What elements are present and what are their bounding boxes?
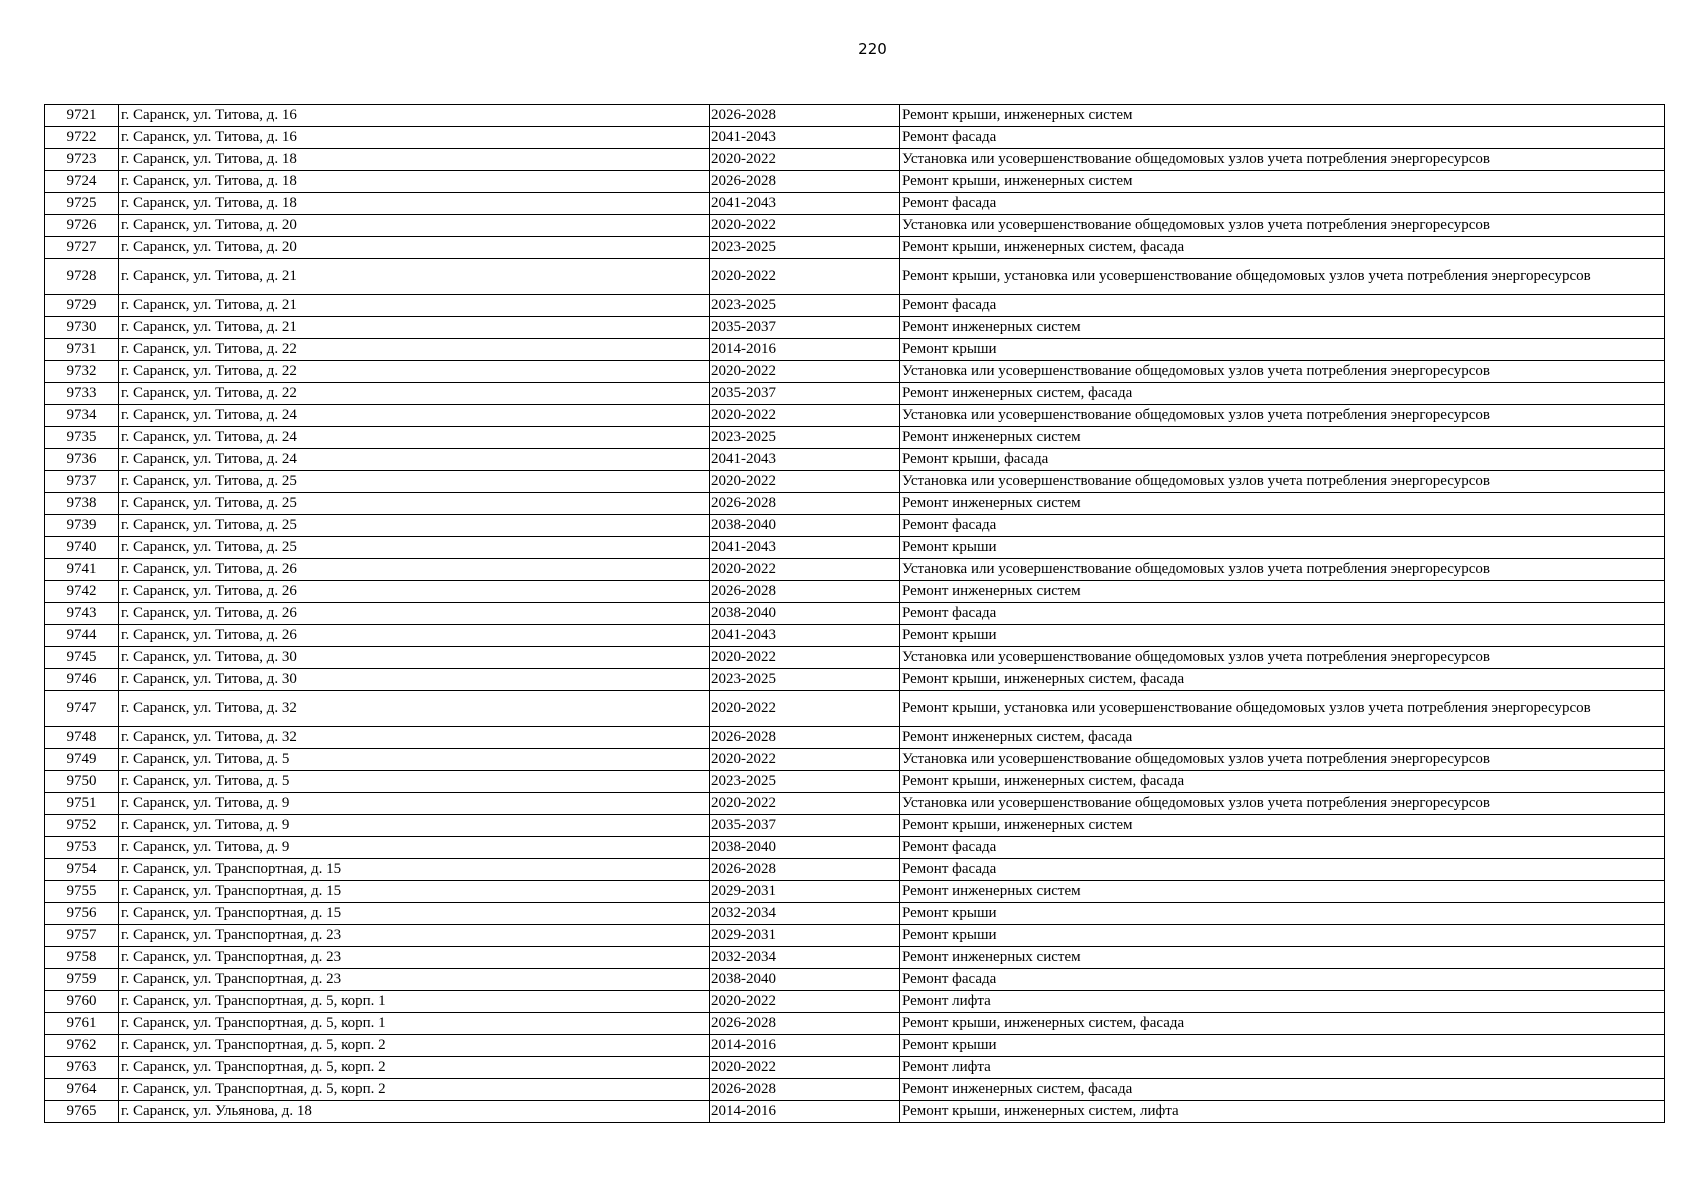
work-type-cell: Установка или усовершенствование общедомовых узлов учета потребления энергоресурсов [900,793,1665,815]
table-body [45,105,1665,1123]
row-number-cell: 9726 [45,215,119,237]
row-number-cell: 9727 [45,237,119,259]
period-cell: 2032-2034 [710,903,900,925]
period-cell: 2020-2022 [710,471,900,493]
table-row [45,361,1665,383]
table-row [45,259,1665,295]
address-cell: г. Саранск, ул. Титова, д. 5 [119,771,710,793]
period-cell: 2014-2016 [710,1101,900,1123]
table-row [45,669,1665,691]
period-cell: 2032-2034 [710,947,900,969]
row-number-cell: 9723 [45,149,119,171]
table-row [45,317,1665,339]
table-row [45,471,1665,493]
work-type-cell: Ремонт крыши [900,537,1665,559]
row-number-cell: 9730 [45,317,119,339]
work-type-cell: Ремонт инженерных систем [900,427,1665,449]
address-cell: г. Саранск, ул. Титова, д. 9 [119,815,710,837]
row-number-cell: 9728 [45,259,119,295]
table-row [45,1013,1665,1035]
table-row [45,727,1665,749]
address-cell: г. Саранск, ул. Титова, д. 24 [119,449,710,471]
address-cell: г. Саранск, ул. Титова, д. 24 [119,427,710,449]
work-type-cell: Ремонт фасада [900,295,1665,317]
row-number-cell: 9731 [45,339,119,361]
period-cell: 2035-2037 [710,317,900,339]
period-cell: 2020-2022 [710,691,900,727]
table-row [45,903,1665,925]
table-row [45,815,1665,837]
period-cell: 2038-2040 [710,837,900,859]
table-row [45,925,1665,947]
period-cell: 2023-2025 [710,771,900,793]
period-cell: 2020-2022 [710,259,900,295]
address-cell: г. Саранск, ул. Титова, д. 21 [119,295,710,317]
table-row [45,171,1665,193]
row-number-cell: 9739 [45,515,119,537]
table-row [45,215,1665,237]
row-number-cell: 9744 [45,625,119,647]
row-number-cell: 9733 [45,383,119,405]
row-number-cell: 9741 [45,559,119,581]
period-cell: 2026-2028 [710,859,900,881]
period-cell: 2020-2022 [710,793,900,815]
row-number-cell: 9763 [45,1057,119,1079]
address-cell: г. Саранск, ул. Транспортная, д. 15 [119,881,710,903]
row-number-cell: 9759 [45,969,119,991]
table-row [45,881,1665,903]
table-row [45,793,1665,815]
work-type-cell: Ремонт фасада [900,603,1665,625]
table-row [45,405,1665,427]
address-cell: г. Саранск, ул. Транспортная, д. 23 [119,925,710,947]
work-type-cell: Установка или усовершенствование общедомовых узлов учета потребления энергоресурсов [900,215,1665,237]
work-type-cell: Ремонт крыши, инженерных систем, фасада [900,771,1665,793]
period-cell: 2020-2022 [710,149,900,171]
row-number-cell: 9764 [45,1079,119,1101]
work-type-cell: Ремонт лифта [900,1057,1665,1079]
table-row [45,749,1665,771]
address-cell: г. Саранск, ул. Титова, д. 5 [119,749,710,771]
row-number-cell: 9745 [45,647,119,669]
period-cell: 2020-2022 [710,361,900,383]
period-cell: 2020-2022 [710,405,900,427]
period-cell: 2026-2028 [710,727,900,749]
table-row [45,1101,1665,1123]
period-cell: 2023-2025 [710,295,900,317]
work-type-cell: Установка или усовершенствование общедомовых узлов учета потребления энергоресурсов [900,149,1665,171]
table-row [45,237,1665,259]
table-row [45,837,1665,859]
table-row [45,1079,1665,1101]
row-number-cell: 9722 [45,127,119,149]
row-number-cell: 9748 [45,727,119,749]
work-type-cell: Ремонт фасада [900,193,1665,215]
work-type-cell: Установка или усовершенствование общедомовых узлов учета потребления энергоресурсов [900,749,1665,771]
address-cell: г. Саранск, ул. Титова, д. 25 [119,471,710,493]
row-number-cell: 9743 [45,603,119,625]
work-type-cell: Ремонт крыши [900,1035,1665,1057]
period-cell: 2023-2025 [710,427,900,449]
row-number-cell: 9747 [45,691,119,727]
work-type-cell: Ремонт фасада [900,515,1665,537]
table-row [45,295,1665,317]
address-cell: г. Саранск, ул. Титова, д. 32 [119,691,710,727]
row-number-cell: 9758 [45,947,119,969]
address-cell: г. Саранск, ул. Титова, д. 21 [119,259,710,295]
work-type-cell: Ремонт крыши, установка или усовершенствование общедомовых узлов учета потребления энергоресурсов [900,691,1665,727]
work-type-cell: Ремонт фасада [900,969,1665,991]
period-cell: 2026-2028 [710,581,900,603]
table-row [45,449,1665,471]
table-row [45,947,1665,969]
work-type-cell: Ремонт крыши, инженерных систем, фасада [900,1013,1665,1035]
work-type-cell: Ремонт крыши [900,925,1665,947]
period-cell: 2041-2043 [710,193,900,215]
period-cell: 2041-2043 [710,449,900,471]
row-number-cell: 9749 [45,749,119,771]
work-type-cell: Ремонт инженерных систем [900,581,1665,603]
work-type-cell: Ремонт инженерных систем, фасада [900,383,1665,405]
address-cell: г. Саранск, ул. Титова, д. 30 [119,647,710,669]
row-number-cell: 9736 [45,449,119,471]
table-row [45,691,1665,727]
period-cell: 2026-2028 [710,171,900,193]
table-row [45,515,1665,537]
work-type-cell: Ремонт лифта [900,991,1665,1013]
table-row [45,647,1665,669]
work-type-cell: Ремонт крыши, фасада [900,449,1665,471]
period-cell: 2035-2037 [710,383,900,405]
period-cell: 2038-2040 [710,603,900,625]
period-cell: 2026-2028 [710,1079,900,1101]
address-cell: г. Саранск, ул. Транспортная, д. 5, корп. 2 [119,1079,710,1101]
address-cell: г. Саранск, ул. Титова, д. 18 [119,171,710,193]
table-row [45,559,1665,581]
address-cell: г. Саранск, ул. Титова, д. 22 [119,383,710,405]
address-cell: г. Саранск, ул. Титова, д. 24 [119,405,710,427]
period-cell: 2026-2028 [710,105,900,127]
period-cell: 2026-2028 [710,1013,900,1035]
row-number-cell: 9738 [45,493,119,515]
row-number-cell: 9737 [45,471,119,493]
address-cell: г. Саранск, ул. Ульянова, д. 18 [119,1101,710,1123]
address-cell: г. Саранск, ул. Титова, д. 9 [119,793,710,815]
row-number-cell: 9734 [45,405,119,427]
period-cell: 2023-2025 [710,237,900,259]
work-type-cell: Установка или усовершенствование общедомовых узлов учета потребления энергоресурсов [900,361,1665,383]
address-cell: г. Саранск, ул. Титова, д. 25 [119,515,710,537]
row-number-cell: 9750 [45,771,119,793]
table-row [45,969,1665,991]
table-row [45,1035,1665,1057]
period-cell: 2020-2022 [710,1057,900,1079]
table-row [45,625,1665,647]
work-type-cell: Ремонт крыши, инженерных систем, лифта [900,1101,1665,1123]
work-type-cell: Ремонт крыши [900,339,1665,361]
work-type-cell: Ремонт инженерных систем [900,881,1665,903]
row-number-cell: 9761 [45,1013,119,1035]
address-cell: г. Саранск, ул. Транспортная, д. 23 [119,969,710,991]
table-row [45,991,1665,1013]
work-type-cell: Ремонт инженерных систем, фасада [900,1079,1665,1101]
address-cell: г. Саранск, ул. Титова, д. 16 [119,105,710,127]
row-number-cell: 9725 [45,193,119,215]
address-cell: г. Саранск, ул. Титова, д. 22 [119,339,710,361]
table-row [45,859,1665,881]
row-number-cell: 9742 [45,581,119,603]
period-cell: 2041-2043 [710,537,900,559]
row-number-cell: 9740 [45,537,119,559]
table-row [45,383,1665,405]
work-type-cell: Ремонт инженерных систем, фасада [900,727,1665,749]
address-cell: г. Саранск, ул. Транспортная, д. 5, корп. 1 [119,1013,710,1035]
address-cell: г. Саранск, ул. Титова, д. 25 [119,537,710,559]
row-number-cell: 9754 [45,859,119,881]
work-type-cell: Установка или усовершенствование общедомовых узлов учета потребления энергоресурсов [900,559,1665,581]
work-type-cell: Ремонт фасада [900,127,1665,149]
address-cell: г. Саранск, ул. Титова, д. 26 [119,603,710,625]
period-cell: 2014-2016 [710,339,900,361]
address-cell: г. Саранск, ул. Титова, д. 20 [119,215,710,237]
table-row [45,537,1665,559]
period-cell: 2023-2025 [710,669,900,691]
work-type-cell: Ремонт фасада [900,837,1665,859]
period-cell: 2020-2022 [710,749,900,771]
table-row [45,193,1665,215]
address-cell: г. Саранск, ул. Транспортная, д. 5, корп. 2 [119,1035,710,1057]
period-cell: 2029-2031 [710,925,900,947]
address-cell: г. Саранск, ул. Транспортная, д. 15 [119,903,710,925]
address-cell: г. Саранск, ул. Титова, д. 20 [119,237,710,259]
work-type-cell: Ремонт крыши, инженерных систем [900,171,1665,193]
period-cell: 2014-2016 [710,1035,900,1057]
address-cell: г. Саранск, ул. Титова, д. 25 [119,493,710,515]
work-type-cell: Ремонт крыши, инженерных систем, фасада [900,237,1665,259]
address-cell: г. Саранск, ул. Титова, д. 26 [119,625,710,647]
address-cell: г. Саранск, ул. Транспортная, д. 5, корп. 2 [119,1057,710,1079]
period-cell: 2020-2022 [710,215,900,237]
row-number-cell: 9735 [45,427,119,449]
table-row [45,149,1665,171]
table-row [45,493,1665,515]
work-type-cell: Ремонт фасада [900,859,1665,881]
work-type-cell: Установка или усовершенствование общедомовых узлов учета потребления энергоресурсов [900,647,1665,669]
table-row [45,427,1665,449]
work-type-cell: Ремонт крыши, установка или усовершенствование общедомовых узлов учета потребления энергоресурсов [900,259,1665,295]
row-number-cell: 9753 [45,837,119,859]
work-type-cell: Ремонт инженерных систем [900,947,1665,969]
row-number-cell: 9724 [45,171,119,193]
period-cell: 2041-2043 [710,625,900,647]
address-cell: г. Саранск, ул. Титова, д. 16 [119,127,710,149]
address-cell: г. Саранск, ул. Титова, д. 18 [119,149,710,171]
table-row [45,105,1665,127]
row-number-cell: 9762 [45,1035,119,1057]
work-type-cell: Ремонт крыши, инженерных систем [900,105,1665,127]
repair-schedule-table [44,104,1665,1123]
table-row [45,127,1665,149]
address-cell: г. Саранск, ул. Титова, д. 9 [119,837,710,859]
period-cell: 2035-2037 [710,815,900,837]
row-number-cell: 9729 [45,295,119,317]
row-number-cell: 9732 [45,361,119,383]
work-type-cell: Ремонт инженерных систем [900,493,1665,515]
row-number-cell: 9755 [45,881,119,903]
period-cell: 2020-2022 [710,647,900,669]
address-cell: г. Саранск, ул. Транспортная, д. 5, корп. 1 [119,991,710,1013]
period-cell: 2020-2022 [710,991,900,1013]
row-number-cell: 9760 [45,991,119,1013]
address-cell: г. Саранск, ул. Титова, д. 30 [119,669,710,691]
row-number-cell: 9721 [45,105,119,127]
address-cell: г. Саранск, ул. Титова, д. 18 [119,193,710,215]
work-type-cell: Ремонт крыши, инженерных систем [900,815,1665,837]
period-cell: 2029-2031 [710,881,900,903]
address-cell: г. Саранск, ул. Транспортная, д. 15 [119,859,710,881]
row-number-cell: 9765 [45,1101,119,1123]
table-row [45,1057,1665,1079]
work-type-cell: Ремонт крыши, инженерных систем, фасада [900,669,1665,691]
table-row [45,339,1665,361]
work-type-cell: Установка или усовершенствование общедомовых узлов учета потребления энергоресурсов [900,471,1665,493]
row-number-cell: 9746 [45,669,119,691]
address-cell: г. Саранск, ул. Титова, д. 26 [119,581,710,603]
work-type-cell: Установка или усовершенствование общедомовых узлов учета потребления энергоресурсов [900,405,1665,427]
period-cell: 2038-2040 [710,969,900,991]
row-number-cell: 9752 [45,815,119,837]
row-number-cell: 9751 [45,793,119,815]
period-cell: 2020-2022 [710,559,900,581]
page-number: 220 [858,40,887,58]
period-cell: 2026-2028 [710,493,900,515]
work-type-cell: Ремонт крыши [900,625,1665,647]
period-cell: 2038-2040 [710,515,900,537]
address-cell: г. Саранск, ул. Титова, д. 32 [119,727,710,749]
row-number-cell: 9757 [45,925,119,947]
table-row [45,581,1665,603]
address-cell: г. Саранск, ул. Титова, д. 26 [119,559,710,581]
period-cell: 2041-2043 [710,127,900,149]
address-cell: г. Саранск, ул. Титова, д. 22 [119,361,710,383]
address-cell: г. Саранск, ул. Титова, д. 21 [119,317,710,339]
address-cell: г. Саранск, ул. Транспортная, д. 23 [119,947,710,969]
table-row [45,771,1665,793]
work-type-cell: Ремонт крыши [900,903,1665,925]
row-number-cell: 9756 [45,903,119,925]
table-row [45,603,1665,625]
work-type-cell: Ремонт инженерных систем [900,317,1665,339]
